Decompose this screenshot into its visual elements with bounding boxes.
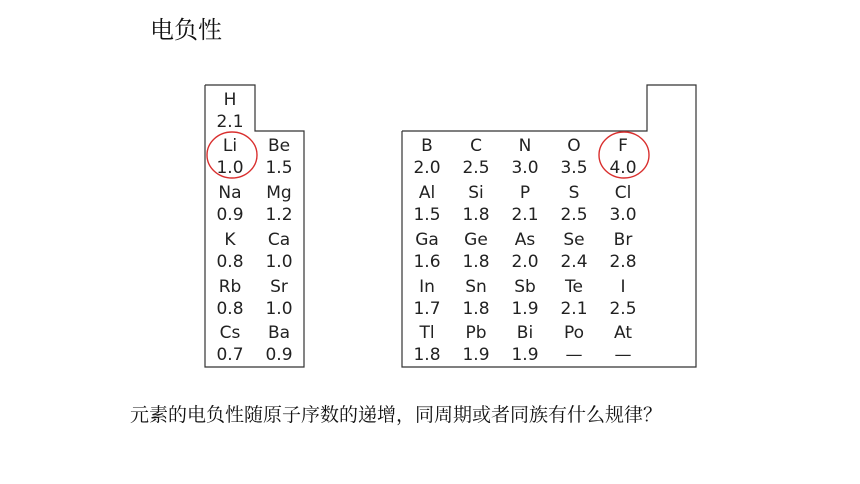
element-cell-n (501, 135, 549, 179)
element-cell-sr (255, 276, 303, 320)
element-symbol: O (567, 136, 581, 156)
element-symbol: Cs (219, 323, 241, 343)
element-symbol: Be (267, 136, 291, 156)
element-cell-ga (403, 229, 451, 273)
element-value: 1.7 (413, 299, 441, 319)
element-value: 1.0 (265, 299, 293, 319)
element-symbol: At (614, 323, 632, 343)
page-title: 电负性 (150, 16, 222, 44)
element-symbol: I (620, 277, 626, 297)
element-value: 0.8 (216, 299, 244, 319)
element-value: 1.5 (413, 205, 441, 225)
element-symbol: Te (565, 277, 583, 297)
element-value: 2.1 (560, 299, 588, 319)
element-value: 0.7 (216, 345, 244, 365)
element-cell-rb (206, 276, 254, 320)
element-symbol: Se (563, 230, 585, 250)
element-symbol: Mg (266, 183, 292, 203)
element-value: 0.8 (216, 252, 244, 272)
element-value: — (614, 345, 632, 365)
element-value: 3.5 (560, 158, 588, 178)
element-cell-at (599, 322, 647, 366)
element-cell-k (206, 229, 254, 273)
element-value: 0.9 (265, 345, 293, 365)
element-value: 2.1 (216, 112, 244, 132)
element-value: 2.1 (511, 205, 539, 225)
element-symbol: Al (418, 183, 436, 203)
element-symbol: Li (222, 136, 238, 156)
element-symbol: Sn (465, 277, 487, 297)
element-symbol: Po (563, 323, 585, 343)
element-value: 1.8 (462, 299, 490, 319)
element-value: 2.0 (413, 158, 441, 178)
element-symbol: Na (218, 183, 242, 203)
question-text: 元素的电负性随原子序数的递增，同周期或者同族有什么规律？ (130, 404, 663, 426)
element-cell-c (452, 135, 500, 179)
element-cell-te (550, 276, 598, 320)
element-symbol: Pb (465, 323, 487, 343)
element-symbol: Br (613, 230, 633, 250)
element-value: 2.5 (609, 299, 637, 319)
element-symbol: F (618, 136, 628, 156)
element-cell-mg (255, 182, 303, 226)
element-value: 2.5 (462, 158, 490, 178)
element-value: 1.2 (265, 205, 293, 225)
element-cell-ca (255, 229, 303, 273)
element-value: 1.8 (462, 252, 490, 272)
element-cell-sn (452, 276, 500, 320)
element-value: 3.0 (609, 205, 637, 225)
element-value: 1.0 (216, 158, 244, 178)
element-value: 2.8 (609, 252, 637, 272)
element-value: 1.6 (413, 252, 441, 272)
element-symbol: Ba (267, 323, 291, 343)
element-cell-li (206, 135, 254, 179)
element-value: 1.0 (265, 252, 293, 272)
element-symbol: Sb (514, 277, 536, 297)
element-cell-as (501, 229, 549, 273)
element-cell-in (403, 276, 451, 320)
element-symbol: Ca (267, 230, 291, 250)
element-symbol: K (224, 230, 236, 250)
element-cell-ge (452, 229, 500, 273)
element-value: 1.9 (511, 299, 539, 319)
element-cell-p (501, 182, 549, 226)
element-symbol: In (419, 277, 435, 297)
element-cell-br (599, 229, 647, 273)
element-symbol: Cl (614, 183, 632, 203)
element-symbol: Ge (464, 230, 488, 250)
element-cell-ba (255, 322, 303, 366)
element-value: 3.0 (511, 158, 539, 178)
element-symbol: Si (468, 183, 484, 203)
element-cell-tl (403, 322, 451, 366)
element-cell-b (403, 135, 451, 179)
element-symbol: Sr (270, 277, 288, 297)
element-value: 4.0 (609, 158, 637, 178)
element-cell-i (599, 276, 647, 320)
element-symbol: Rb (218, 277, 242, 297)
element-cell-f (599, 135, 647, 179)
element-cell-po (550, 322, 598, 366)
element-cell-cl (599, 182, 647, 226)
element-cell-si (452, 182, 500, 226)
element-value: 0.9 (216, 205, 244, 225)
element-value: 2.5 (560, 205, 588, 225)
element-cell-cs (206, 322, 254, 366)
element-symbol: P (519, 183, 531, 203)
element-value: 2.0 (511, 252, 539, 272)
element-cell-bi (501, 322, 549, 366)
element-cell-o (550, 135, 598, 179)
element-symbol: S (568, 183, 580, 203)
element-symbol: Bi (516, 323, 534, 343)
element-value: 1.8 (462, 205, 490, 225)
element-value: 1.9 (511, 345, 539, 365)
element-cell-be (255, 135, 303, 179)
element-value: 2.4 (560, 252, 588, 272)
element-cell-na (206, 182, 254, 226)
element-value: 1.9 (462, 345, 490, 365)
element-symbol: N (518, 136, 532, 156)
element-symbol: As (514, 230, 536, 250)
element-cell-al (403, 182, 451, 226)
element-cell-pb (452, 322, 500, 366)
element-cell-sb (501, 276, 549, 320)
element-value: 1.8 (413, 345, 441, 365)
element-symbol: C (470, 136, 482, 156)
element-symbol: Ga (415, 230, 439, 250)
element-symbol: H (223, 90, 237, 110)
element-cell-h (206, 89, 254, 133)
element-cell-s (550, 182, 598, 226)
element-value: 1.5 (265, 158, 293, 178)
element-cell-se (550, 229, 598, 273)
element-value: — (565, 345, 583, 365)
element-symbol: Tl (419, 323, 435, 343)
element-symbol: B (421, 136, 433, 156)
